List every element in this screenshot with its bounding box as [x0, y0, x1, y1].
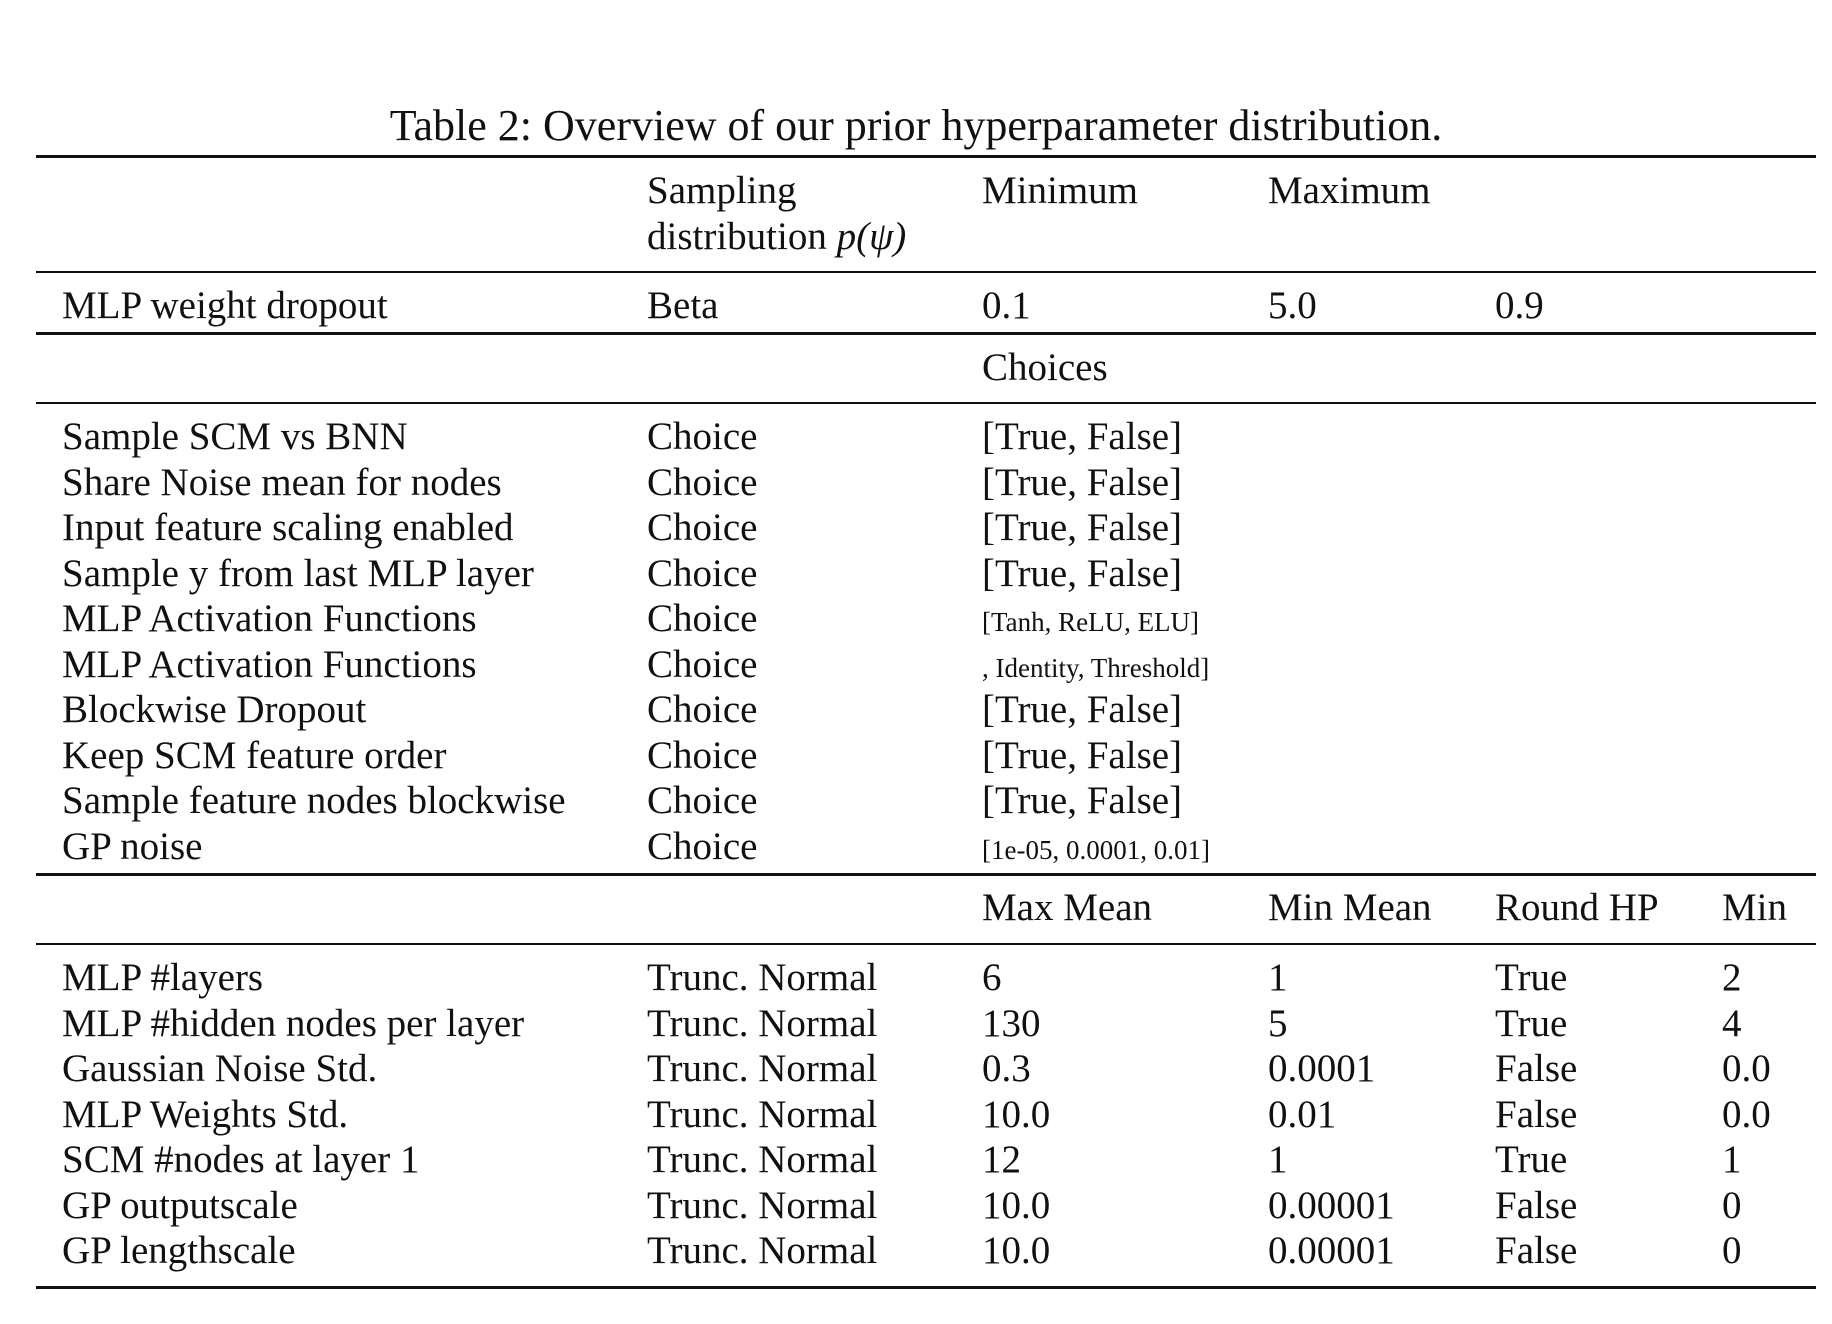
choice-dist: Choice	[647, 643, 758, 686]
trunc-max-mean: 130	[982, 1002, 1041, 1045]
trunc-header-min-mean: Min Mean	[1268, 886, 1432, 929]
beta-row-min: 0.1	[982, 284, 1031, 327]
choice-name: Share Noise mean for nodes	[62, 461, 502, 504]
trunc-dist: Trunc. Normal	[647, 1229, 878, 1272]
trunc-header-max-mean: Max Mean	[982, 886, 1153, 929]
trunc-min: 4	[1722, 1002, 1742, 1045]
choice-dist: Choice	[647, 779, 758, 822]
table-caption: Table 2: Overview of our prior hyperparameter distribution.	[389, 101, 1443, 150]
choice-dist: Choice	[647, 415, 758, 458]
trunc-min: 2	[1722, 956, 1742, 999]
header-rule	[36, 271, 1816, 273]
trunc-name: MLP #layers	[62, 956, 264, 999]
choice-value: , Identity, Threshold]	[982, 653, 1210, 683]
trunc-max-mean: 6	[982, 956, 1002, 999]
choice-value: [True, False]	[982, 461, 1183, 504]
beta-row-max: 5.0	[1268, 284, 1317, 327]
trunc-max-mean: 0.3	[982, 1047, 1031, 1090]
header-minimum: Minimum	[982, 169, 1139, 212]
choice-name: Sample feature nodes blockwise	[62, 779, 566, 822]
trunc-min-mean: 0.01	[1268, 1093, 1337, 1136]
trunc-min-mean: 0.00001	[1268, 1184, 1395, 1227]
choice-name: Blockwise Dropout	[62, 688, 367, 731]
choices-header-rule	[36, 402, 1816, 404]
trunc-min-mean: 1	[1268, 956, 1288, 999]
trunc-name: MLP Weights Std.	[62, 1093, 349, 1136]
choice-value: [1e-05, 0.0001, 0.01]	[982, 835, 1210, 865]
header-sampling-math: p(ψ)	[836, 215, 907, 258]
trunc-dist: Trunc. Normal	[647, 1002, 878, 1045]
trunc-dist: Trunc. Normal	[647, 1184, 878, 1227]
trunc-max-mean: 10.0	[982, 1229, 1051, 1272]
trunc-round-hp: False	[1495, 1047, 1578, 1090]
trunc-header-min: Min	[1722, 886, 1788, 929]
choice-value: [True, False]	[982, 688, 1183, 731]
choice-name: MLP Activation Functions	[62, 643, 477, 686]
trunc-round-hp: True	[1495, 1002, 1568, 1045]
choice-name: Sample SCM vs BNN	[62, 415, 408, 458]
trunc-header-rule	[36, 943, 1816, 945]
choice-value: [True, False]	[982, 734, 1183, 777]
choice-name: MLP Activation Functions	[62, 597, 477, 640]
choices-header: Choices	[982, 346, 1108, 389]
choice-dist: Choice	[647, 825, 758, 868]
trunc-min: 0.0	[1722, 1093, 1771, 1136]
choice-dist: Choice	[647, 506, 758, 549]
trunc-round-hp: True	[1495, 956, 1568, 999]
trunc-round-hp: False	[1495, 1184, 1578, 1227]
choice-value: [Tanh, ReLU, ELU]	[982, 607, 1200, 637]
header-sampling-line2	[647, 214, 906, 260]
trunc-min: 0	[1722, 1229, 1742, 1272]
trunc-round-hp: False	[1495, 1229, 1578, 1272]
bottom-rule	[36, 1286, 1816, 1289]
trunc-dist: Trunc. Normal	[647, 1047, 878, 1090]
choice-value: [True, False]	[982, 415, 1183, 458]
trunc-dist: Trunc. Normal	[647, 1138, 878, 1181]
trunc-max-mean: 12	[982, 1138, 1021, 1181]
trunc-name: MLP #hidden nodes per layer	[62, 1002, 525, 1045]
trunc-min: 0	[1722, 1184, 1742, 1227]
choice-dist: Choice	[647, 461, 758, 504]
trunc-max-mean: 10.0	[982, 1093, 1051, 1136]
choice-name: GP noise	[62, 825, 203, 868]
trunc-min: 1	[1722, 1138, 1742, 1181]
trunc-round-hp: True	[1495, 1138, 1568, 1181]
trunc-name: GP outputscale	[62, 1184, 298, 1227]
choice-dist: Choice	[647, 552, 758, 595]
header-sampling-line1: Sampling	[647, 169, 797, 212]
beta-row-extra: 0.9	[1495, 284, 1544, 327]
trunc-max-mean: 10.0	[982, 1184, 1051, 1227]
beta-row-name: MLP weight dropout	[62, 284, 388, 327]
trunc-round-hp: False	[1495, 1093, 1578, 1136]
top-rule	[36, 155, 1816, 158]
choice-name: Sample y from last MLP layer	[62, 552, 534, 595]
header-maximum: Maximum	[1268, 169, 1431, 212]
choice-name: Input feature scaling enabled	[62, 506, 514, 549]
choices-section-rule	[36, 873, 1816, 876]
choice-dist: Choice	[647, 688, 758, 731]
trunc-header-round-hp: Round HP	[1495, 886, 1659, 929]
trunc-dist: Trunc. Normal	[647, 1093, 878, 1136]
trunc-name: GP lengthscale	[62, 1229, 296, 1272]
choice-value: [True, False]	[982, 506, 1183, 549]
trunc-min-mean: 0.00001	[1268, 1229, 1395, 1272]
choice-name: Keep SCM feature order	[62, 734, 447, 777]
trunc-min-mean: 1	[1268, 1138, 1288, 1181]
choice-value: [True, False]	[982, 779, 1183, 822]
beta-row-dist: Beta	[647, 284, 719, 327]
trunc-min-mean: 5	[1268, 1002, 1288, 1045]
choice-value: [True, False]	[982, 552, 1183, 595]
trunc-name: SCM #nodes at layer 1	[62, 1138, 420, 1181]
beta-section-rule	[36, 332, 1816, 335]
choice-dist: Choice	[647, 734, 758, 777]
choice-dist: Choice	[647, 597, 758, 640]
trunc-dist: Trunc. Normal	[647, 956, 878, 999]
trunc-min-mean: 0.0001	[1268, 1047, 1376, 1090]
header-sampling-text: distribution	[647, 215, 837, 258]
trunc-min: 0.0	[1722, 1047, 1771, 1090]
trunc-name: Gaussian Noise Std.	[62, 1047, 378, 1090]
